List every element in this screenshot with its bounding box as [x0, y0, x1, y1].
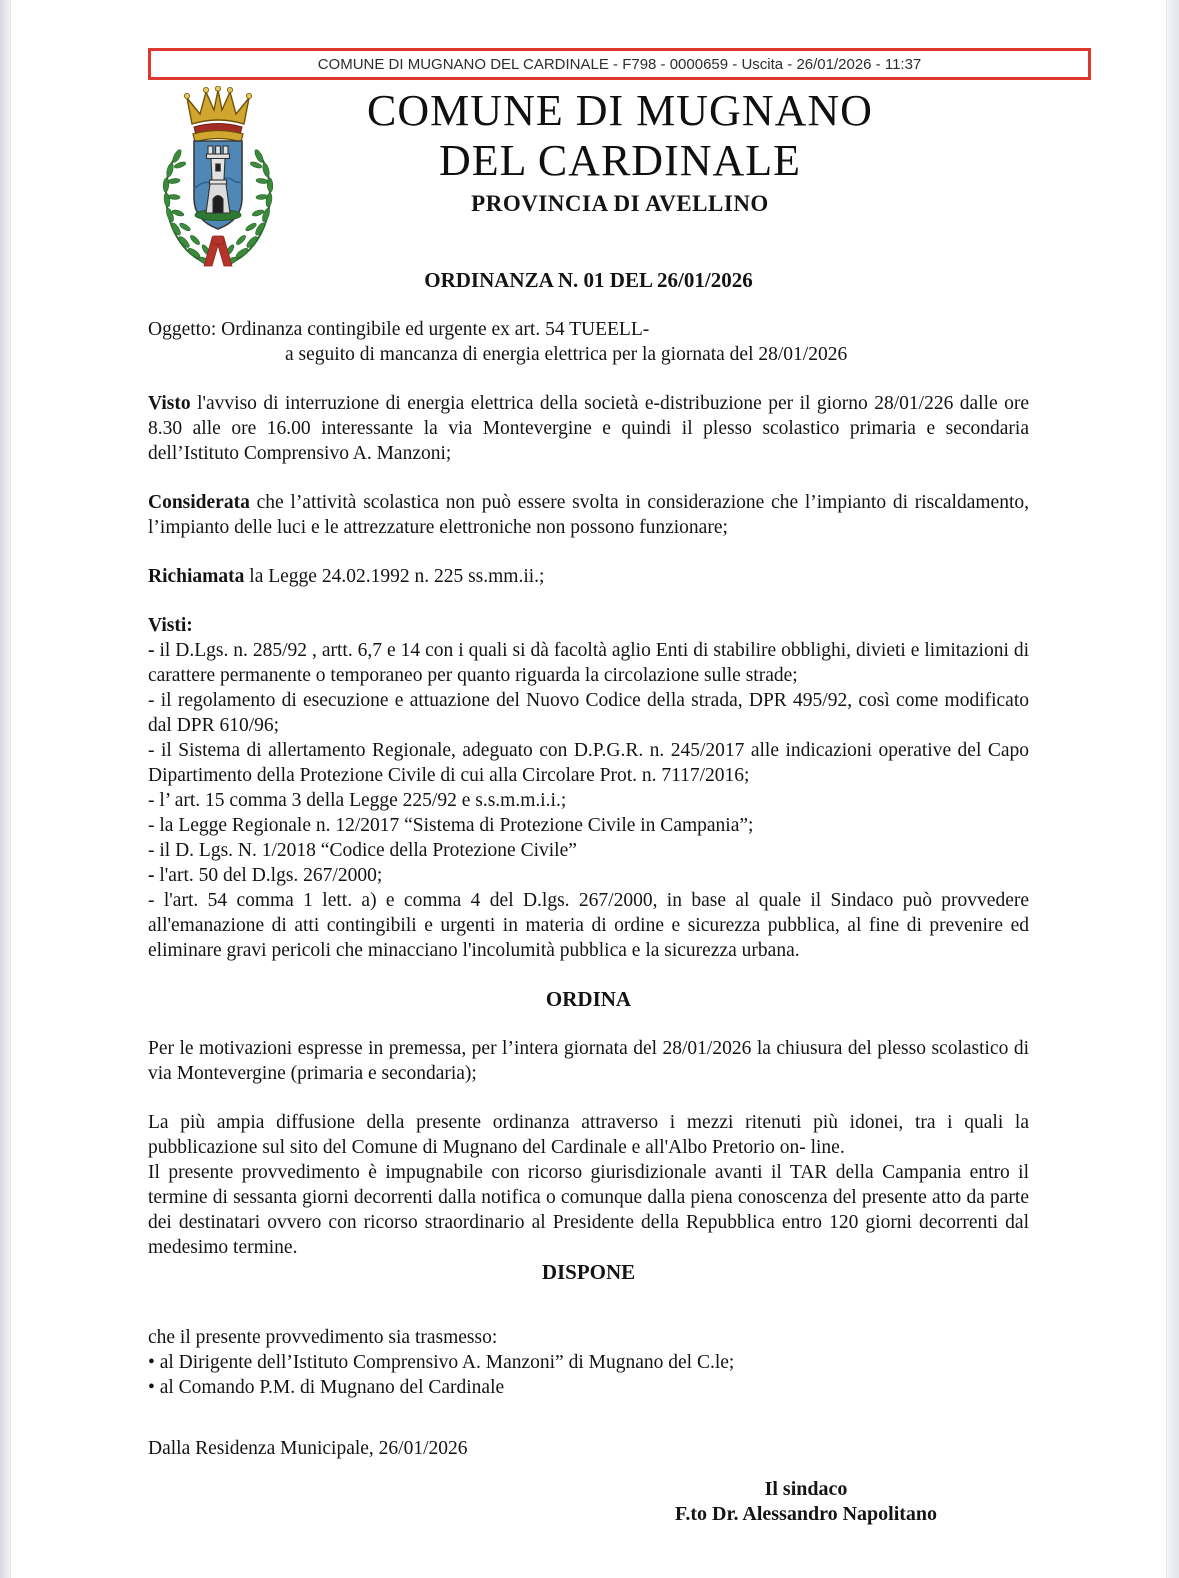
visti-item: [148, 638, 1029, 688]
visti-item: [148, 813, 1029, 838]
visti-item: [148, 788, 1029, 813]
ordina-paragraph: Per le motivazioni espresse in premessa, per l’intera giornata del 28/01/2026 la chiusura del plesso scolastico di via Montevergine (primaria e secondaria);: [148, 1038, 1029, 1084]
ordinance-heading: ORDINANZA N. 01 DEL 26/01/2026: [424, 268, 753, 292]
visti-item: [148, 863, 1029, 888]
dispone-item-text: al Comando P.M. di Mugnano del Cardinale: [159, 1377, 505, 1398]
dispone-heading: DISPONE: [541, 1260, 636, 1284]
municipality-title-line2: DEL CARDINALE: [438, 136, 802, 185]
visti-item-dash: -: [148, 865, 155, 886]
dispone-intro: che il presente provvedimento sia trasmesso:: [148, 1327, 498, 1348]
crown: [184, 86, 251, 142]
visti-item-text: il D.Lgs. n. 285/92 , artt. 6,7 e 14 con i quali si dà facoltà aglio Enti di stabilire obblighi, divieti e limitazioni di carattere permanente o temporaneo per quanto riguarda la circolazione sulle strade;: [148, 640, 1029, 686]
document-body: [148, 268, 1029, 1527]
visti-item-text: il Sistema di allertamento Regionale, adeguato con D.P.G.R. n. 245/2017 alle indicazioni operative del Capo Dipartimento della Protezione Civile di cui alla Circolare Prot. n. 7117/2016;: [148, 740, 1029, 786]
publication-line2: Il presente provvedimento è impugnabile con ricorso giurisdizionale avanti il TAR della Campania entro il termine di sessanta giorni decorrenti dalla notifica o comunque dalla piena conoscenza del presente atto da parte dei destinatari ovvero con ricorso straordinario al Presidente della Repubblica entro 120 giorni decorrenti dal medesimo termine.: [148, 1162, 1029, 1258]
publication-line1: La più ampia diffusione della presente ordinanza attraverso i mezzi ritenuti più idonei, tra i quali la pubblicazione sul sito del Comune di Mugnano del Cardinale e all'Albo Pretorio on- line.: [148, 1112, 1029, 1158]
visti-item: [148, 838, 1029, 863]
publication-paragraph: [148, 1110, 1029, 1260]
considerata-text: che l’attività scolastica non può essere svolta in considerazione che l’impianto di riscaldamento, l’impianto delle luci e le attrezzature elettroniche non possono funzionare;: [148, 492, 1029, 538]
visti-item-text: l'art. 54 comma 1 lett. a) e comma 4 del D.lgs. 267/2000, in base al quale il Sindaco può provvedere all'emanazione di atti contingibili e urgenti in materia di ordine e sicurezza pubblica, al fine di prevenire ed eliminare gravi pericoli che minacciano l'incolumità pubblica e la sicurezza urbana.: [148, 890, 1030, 961]
document-header: [148, 86, 1092, 217]
subject-line1: Oggetto: Ordinanza contingibile ed urgente ex art. 54 TUEELL-: [148, 319, 650, 340]
visti-item: [148, 738, 1029, 788]
province-subtitle: PROVINCIA DI AVELLINO: [471, 191, 769, 216]
richiamata-paragraph: [148, 564, 1029, 589]
visti-item-text: l’ art. 15 comma 3 della Legge 225/92 e s.s.m.m.i.i.;: [159, 790, 567, 811]
visto-paragraph: [148, 391, 1029, 466]
subject-line2: a seguito di mancanza di energia elettrica per la giornata del 28/01/2026: [285, 344, 848, 365]
bullet-icon: •: [148, 1377, 155, 1398]
ribbon: [204, 236, 232, 266]
visti-item-text: la Legge Regionale n. 12/2017 “Sistema di Protezione Civile in Campania”;: [159, 815, 754, 836]
signature-block: [641, 1477, 971, 1527]
subject-paragraph: [148, 317, 1029, 367]
visto-label: Visto: [148, 393, 191, 414]
visti-item-dash: -: [148, 840, 155, 861]
shield: [194, 141, 242, 229]
page-edge-left: [0, 0, 11, 1578]
protocol-stamp-text: COMUNE DI MUGNANO DEL CARDINALE - F798 - 0000659 - Uscita - 26/01/2026 - 11:37: [317, 56, 922, 73]
richiamata-label: Richiamata: [148, 566, 245, 587]
considerata-label: Considerata: [148, 492, 250, 513]
visti-item-text: il regolamento di esecuzione e attuazione del Nuovo Codice della strada, DPR 495/92, così come modificato dal DPR 610/96;: [148, 690, 1029, 736]
ordina-heading: ORDINA: [545, 987, 632, 1011]
visti-label: Visti:: [148, 615, 193, 636]
considerata-paragraph: [148, 490, 1029, 540]
visti-item-text: l'art. 50 del D.lgs. 267/2000;: [159, 865, 383, 886]
visti-item: [148, 688, 1029, 738]
page-edge-right: [1166, 0, 1179, 1578]
richiamata-text: la Legge 24.02.1992 n. 225 ss.mm.ii.;: [249, 566, 545, 587]
visti-item-dash: -: [148, 740, 155, 761]
signature-name: F.to Dr. Alessandro Napolitano: [674, 1503, 938, 1525]
municipal-coat-of-arms: [152, 86, 284, 283]
visto-text: l'avviso di interruzione di energia elettrica della società e-distribuzione per il giorno 28/01/226 dalle ore 8.30 alle ore 16.00 interessante la via Montevergine e quindi il plesso scolastico primaria e secondaria dell’Istituto Comprensivo A. Manzoni;: [148, 393, 1030, 464]
coat-of-arms-icon: [152, 86, 284, 278]
visti-item-dash: -: [148, 790, 155, 811]
dispone-item: [148, 1350, 1029, 1375]
municipality-title-line1: COMUNE DI MUGNANO: [367, 86, 873, 135]
visti-item-dash: -: [148, 690, 155, 711]
bullet-icon: •: [148, 1352, 155, 1373]
place-date-line: Dalla Residenza Municipale, 26/01/2026: [148, 1438, 468, 1459]
visti-item-dash: -: [148, 640, 155, 661]
dispone-item: [148, 1375, 1029, 1400]
dispone-item-text: al Dirigente dell’Istituto Comprensivo A. Manzoni” di Mugnano del C.le;: [159, 1352, 735, 1373]
visti-item-text: il D. Lgs. N. 1/2018 “Codice della Protezione Civile”: [159, 840, 577, 861]
signature-role: Il sindaco: [764, 1478, 848, 1500]
visti-item: [148, 888, 1029, 963]
visti-item-dash: -: [148, 815, 155, 836]
visti-item-dash: -: [148, 890, 155, 911]
protocol-stamp-banner: [148, 48, 1091, 80]
